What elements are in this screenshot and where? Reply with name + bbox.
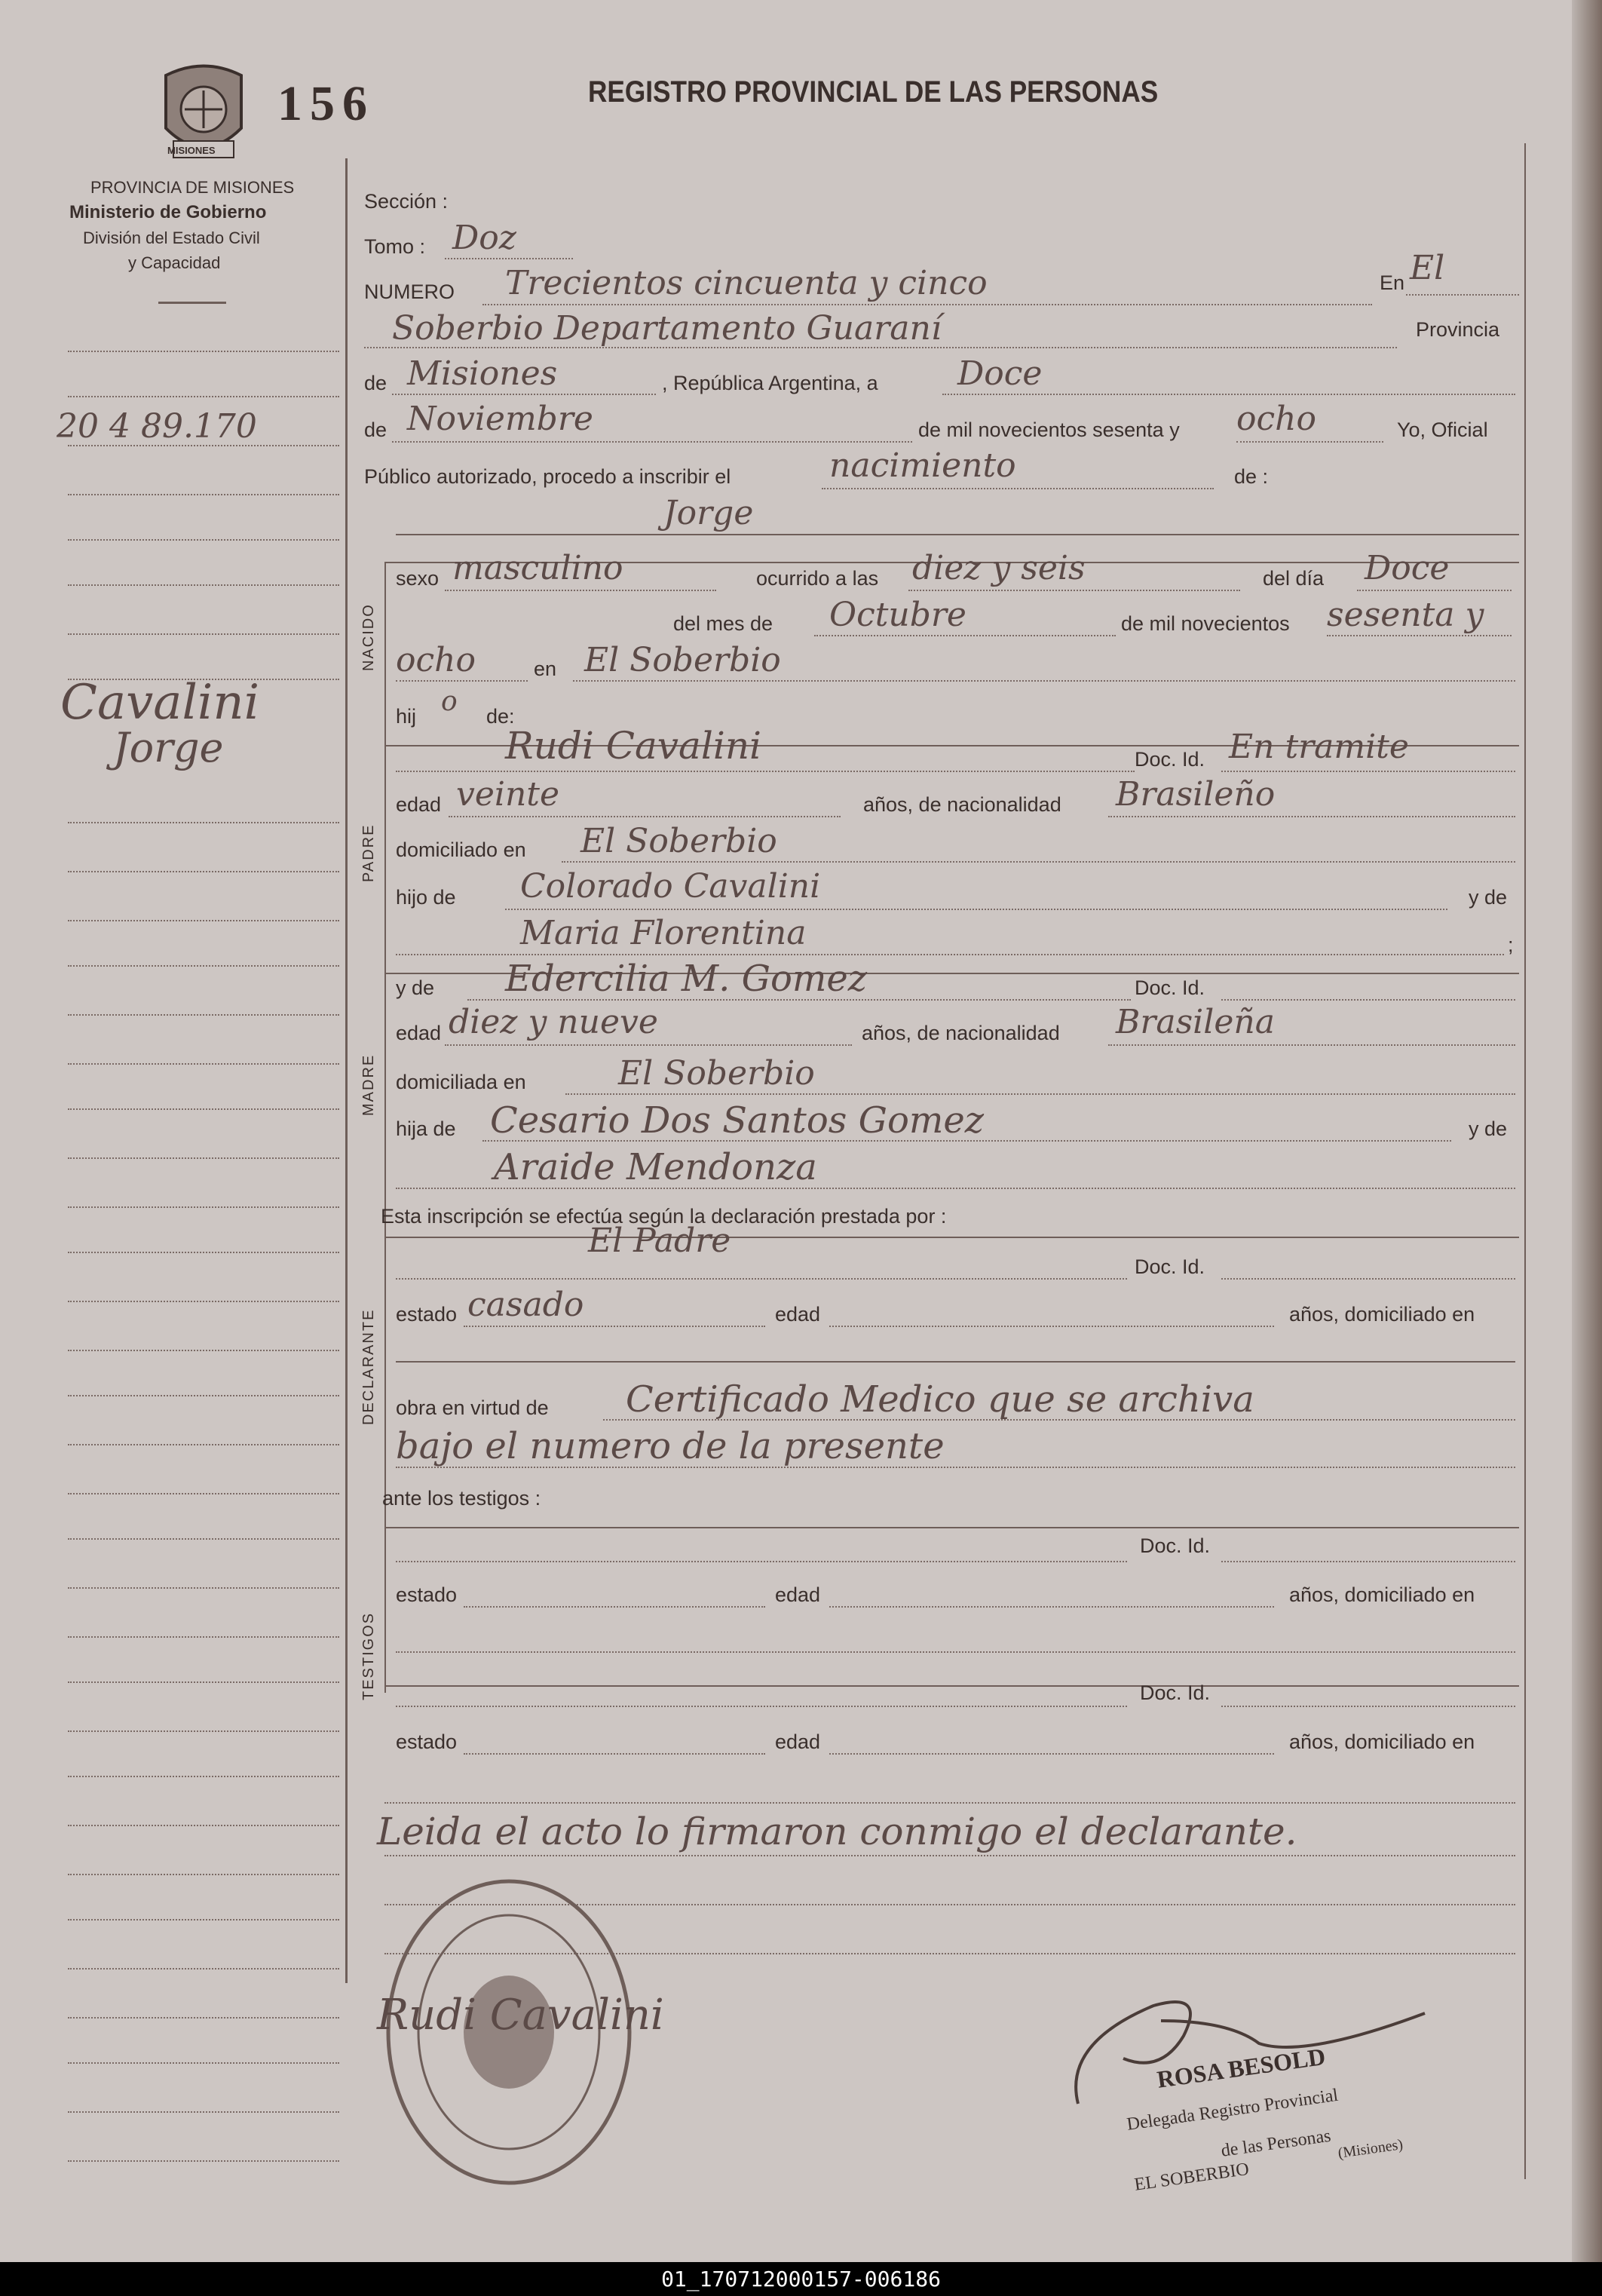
value-madre-nac: Brasileña	[1116, 1003, 1275, 1041]
org-line-2: Ministerio de Gobierno	[69, 202, 267, 222]
image-id-footer: 01_170712000157-006186	[0, 2262, 1602, 2296]
label-t1-estado: estado	[396, 1583, 458, 1606]
value-acto: nacimiento	[829, 446, 1016, 485]
value-hora: diez y seis	[912, 549, 1086, 587]
book-spine	[1572, 0, 1602, 2262]
value-decl-estado: casado	[467, 1286, 584, 1324]
label-t2-anos: años, domiciliado en	[1289, 1730, 1475, 1753]
value-madre-padre: Cesario Dos Santos Gomez	[490, 1099, 985, 1142]
value-dia-nac: Doce	[1365, 549, 1450, 587]
label-republica: , República Argentina, a	[662, 372, 878, 394]
label-decl-edad: edad	[775, 1303, 821, 1326]
label-madre-hija: hija de	[396, 1117, 456, 1140]
value-nombre: Jorge	[663, 494, 754, 532]
stamp-line-1: Delegada Registro Provincial	[1126, 2085, 1340, 2135]
value-dia: Doce	[957, 354, 1043, 393]
label-seccion: Sección :	[364, 190, 449, 213]
value-lugar: Soberbio Departamento Guaraní	[392, 309, 942, 348]
label-esta-inscripcion: Esta inscripción se efectúa según la declaración prestada por :	[381, 1205, 947, 1228]
stamp-line-3: EL SOBERBIO	[1133, 2159, 1251, 2195]
label-decl-doc: Doc. Id.	[1135, 1255, 1205, 1278]
label-ante-testigos: ante los testigos :	[382, 1487, 541, 1510]
label-yo-oficial: Yo, Oficial	[1397, 418, 1488, 441]
value-madre-madre: Araide Mendonza	[494, 1146, 817, 1188]
label-madre-doc: Doc. Id.	[1135, 976, 1205, 999]
value-en: El	[1410, 249, 1445, 287]
label-t1-edad: edad	[775, 1583, 821, 1606]
side-label-declarante: DECLARANTE	[360, 1308, 377, 1425]
label-madre-edad: edad	[396, 1022, 442, 1044]
value-hij-suffix: o	[441, 686, 458, 717]
value-provincia: Misiones	[407, 354, 558, 393]
label-de-2: de	[364, 418, 387, 441]
label-de-mil-nov: de mil novecientos	[1121, 612, 1290, 635]
value-padre-dom: El Soberbio	[580, 822, 777, 860]
label-obra: obra en virtud de	[396, 1396, 549, 1419]
label-madre-yde2: y de	[1469, 1117, 1508, 1140]
value-padre-edad: veinte	[456, 775, 560, 814]
value-obra-1: Certificado Medico que se archiva	[626, 1378, 1254, 1421]
stamp-name: ROSA BESOLD	[1155, 2042, 1328, 2093]
value-madre-dom: El Soberbio	[618, 1054, 815, 1093]
org-line-4: y Capacidad	[128, 253, 221, 272]
value-padre-nombre: Rudi Cavalini	[505, 724, 762, 768]
org-line-1: PROVINCIA DE MISIONES	[90, 178, 295, 197]
label-publico: Público autorizado, procedo a inscribir el	[364, 465, 731, 488]
label-t2-edad: edad	[775, 1730, 821, 1753]
org-divider	[158, 302, 226, 304]
label-decl-anos: años, domiciliado en	[1289, 1303, 1475, 1326]
label-de-colon: de :	[1234, 465, 1269, 488]
value-padre-nac: Brasileño	[1116, 775, 1276, 814]
value-padre-padre: Colorado Cavalini	[520, 867, 821, 906]
label-padre-nac: años, de nacionalidad	[863, 793, 1061, 816]
label-padre-hijo: hijo de	[396, 886, 456, 909]
label-de-1: de	[364, 372, 387, 394]
org-line-3: División del Estado Civil	[83, 228, 260, 247]
value-lugar-nac: El Soberbio	[584, 641, 781, 679]
side-label-nacido: NACIDO	[360, 603, 377, 671]
label-en: En	[1380, 271, 1405, 294]
value-sexo: masculino	[452, 549, 623, 587]
label-de-hij: de:	[486, 705, 515, 728]
value-obra-2: bajo el numero de la presente	[396, 1425, 945, 1467]
margin-date-note: 20 4 89.170	[57, 407, 257, 446]
main-left-border	[345, 158, 348, 1983]
label-semicolon: ;	[1508, 933, 1514, 956]
label-provincia: Provincia	[1416, 318, 1500, 341]
label-numero: NUMERO	[364, 280, 455, 303]
label-t2-estado: estado	[396, 1730, 458, 1753]
side-label-madre: MADRE	[360, 1053, 377, 1116]
value-madre-edad: diez y nueve	[449, 1003, 658, 1041]
label-hij: hij	[396, 705, 417, 728]
label-t1-doc: Doc. Id.	[1140, 1534, 1211, 1557]
page-title: REGISTRO PROVINCIAL DE LAS PERSONAS	[588, 75, 1159, 109]
label-tomo: Tomo :	[364, 235, 426, 258]
label-padre-dom: domiciliado en	[396, 838, 526, 861]
value-padre-madre: Maria Florentina	[520, 914, 807, 952]
value-anio: ocho	[1236, 400, 1316, 438]
signature-declarante: Rudi Cavalini	[377, 1991, 664, 2040]
margin-given-name: Jorge	[113, 724, 224, 771]
label-en-nac: en	[534, 658, 557, 680]
main-right-border	[1524, 143, 1526, 2179]
value-numero: Trecientos cincuenta y cinco	[505, 264, 988, 302]
side-label-testigos: TESTIGOS	[360, 1611, 377, 1700]
label-madre-nac: años, de nacionalidad	[862, 1022, 1060, 1044]
value-padre-doc: En tramite	[1229, 728, 1409, 766]
label-padre-edad: edad	[396, 793, 442, 816]
section-inner-border	[384, 562, 386, 1693]
page-number: 156	[277, 76, 375, 131]
value-mes-nac: Octubre	[829, 596, 966, 634]
value-declarante: El Padre	[588, 1222, 731, 1260]
margin-surname: Cavalini	[60, 675, 260, 731]
stamp-line-4: (Misiones)	[1337, 2136, 1404, 2162]
value-madre-nombre: Edercilia M. Gomez	[505, 958, 868, 1000]
value-anio-nac-1: sesenta y	[1327, 596, 1484, 634]
emblem-text: MISIONES	[167, 145, 216, 156]
value-mes: Noviembre	[407, 400, 593, 438]
label-decl-estado: estado	[396, 1303, 458, 1326]
label-madre-yde: y de	[396, 976, 435, 999]
label-madre-dom: domiciliada en	[396, 1071, 526, 1093]
label-padre-yde: y de	[1469, 886, 1508, 909]
label-ocurrido: ocurrido a las	[756, 567, 879, 590]
value-anio-nac-2: ocho	[396, 641, 476, 679]
label-sexo: sexo	[396, 567, 440, 590]
value-tomo: Doz	[452, 219, 516, 257]
stamp-line-2: de las Personas	[1220, 2126, 1332, 2161]
label-t1-anos: años, domiciliado en	[1289, 1583, 1475, 1606]
label-padre-doc: Doc. Id.	[1135, 748, 1205, 771]
label-del-mes: del mes de	[673, 612, 773, 635]
label-de-mil: de mil novecientos sesenta y	[918, 418, 1180, 441]
label-t2-doc: Doc. Id.	[1140, 1681, 1211, 1704]
label-del-dia: del día	[1263, 567, 1325, 590]
side-label-padre: PADRE	[360, 823, 377, 882]
closing-statement: Leida el acto lo firmaron conmigo el declarante.	[377, 1810, 1297, 1853]
